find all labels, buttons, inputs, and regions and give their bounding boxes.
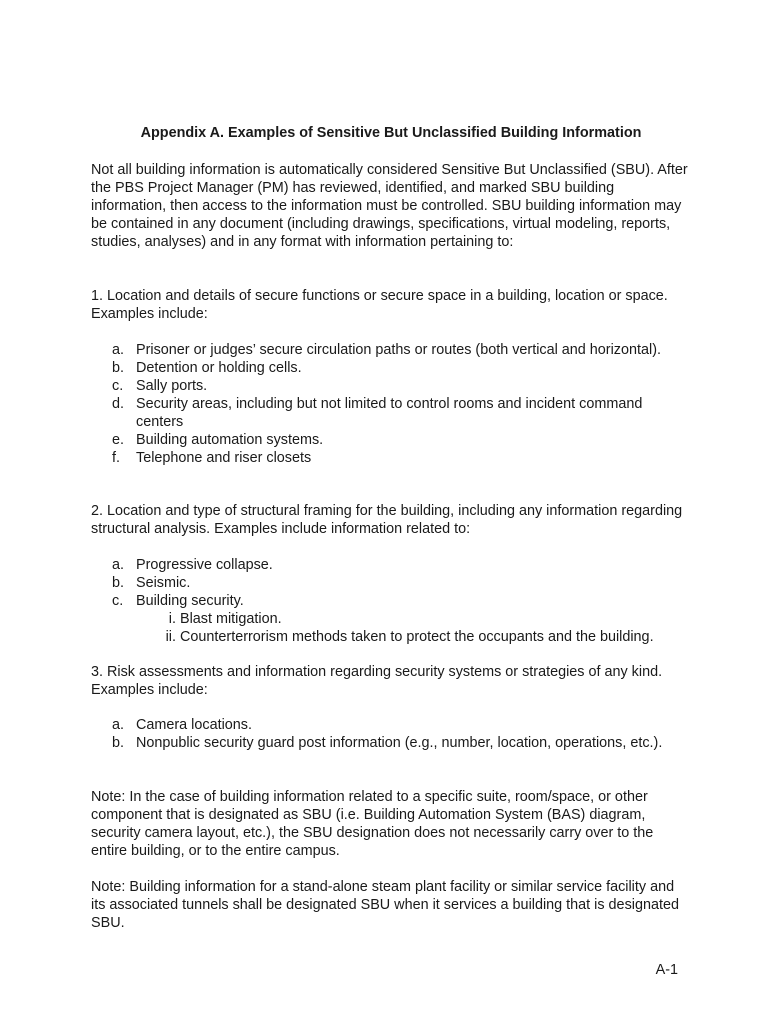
section-1-list bbox=[91, 341, 691, 467]
page-title: Appendix A. Examples of Sensitive But Unclassified Building Information bbox=[140, 125, 642, 141]
note-paragraph: Note: Building information for a stand-alone steam plant facility or similar service facility and its associated tunnels shall be designated SBU when it services a building that is designated SBU. bbox=[91, 879, 679, 931]
sub-list-item: ii. Counterterrorism methods taken to protect the occupants and the building. bbox=[165, 629, 654, 645]
list-item: b. Detention or holding cells. bbox=[112, 360, 302, 376]
list-item: e. Building automation systems. bbox=[112, 432, 324, 448]
list-item: b. Seismic. bbox=[112, 575, 191, 591]
list-item: f. Telephone and riser closets bbox=[112, 450, 312, 466]
section-2-sublist bbox=[136, 610, 691, 646]
list-item: c. Building security. i. Blast mitigation. ii. Counterterrorism methods taken to protect the occupants and the building. bbox=[91, 592, 691, 646]
intro-paragraph: Not all building information is automatically considered Sensitive But Unclassified (SBU). After the PBS Project Manager (PM) has reviewed, identified, and marked SBU building information, then access to the information must be controlled. SBU building information may be contained in any document (including drawings, specifications, virtual modeling, reports, studies, analyses) and in any format with information pertaining to: bbox=[91, 162, 688, 250]
list-item: c. Sally ports. bbox=[112, 378, 208, 394]
list-item: a. Progressive collapse. bbox=[112, 557, 273, 573]
list-item: a. Camera locations. bbox=[112, 717, 252, 733]
list-item: b. Nonpublic security guard post information (e.g., number, location, operations, etc.). bbox=[112, 735, 663, 751]
section-3-heading: 3. Risk assessments and information regarding security systems or strategies of any kind. Examples include: bbox=[91, 664, 663, 698]
section-3-list bbox=[91, 716, 691, 752]
page-number: A-1 bbox=[655, 962, 678, 978]
section-1-heading: 1. Location and details of secure functions or secure space in a building, location or space. Examples include: bbox=[91, 288, 668, 322]
sub-list-item: i. Blast mitigation. bbox=[168, 611, 282, 627]
note-paragraph: Note: In the case of building information related to a specific suite, room/space, or other component that is designated as SBU (i.e. Building Automation System (BAS) diagram, security camera layout, etc.), the SBU designation does not necessarily carry over to the entire building, or to the entire campus. bbox=[91, 789, 654, 859]
section-2-list bbox=[91, 556, 691, 646]
list-item: a. Prisoner or judges’ secure circulation paths or routes (both vertical and horizontal). bbox=[112, 342, 661, 358]
section-2-heading: 2. Location and type of structural framing for the building, including any information regarding structural analysis. Examples include information related to: bbox=[91, 503, 683, 537]
list-item: d. Security areas, including but not limited to control rooms and incident command centers bbox=[112, 396, 643, 430]
